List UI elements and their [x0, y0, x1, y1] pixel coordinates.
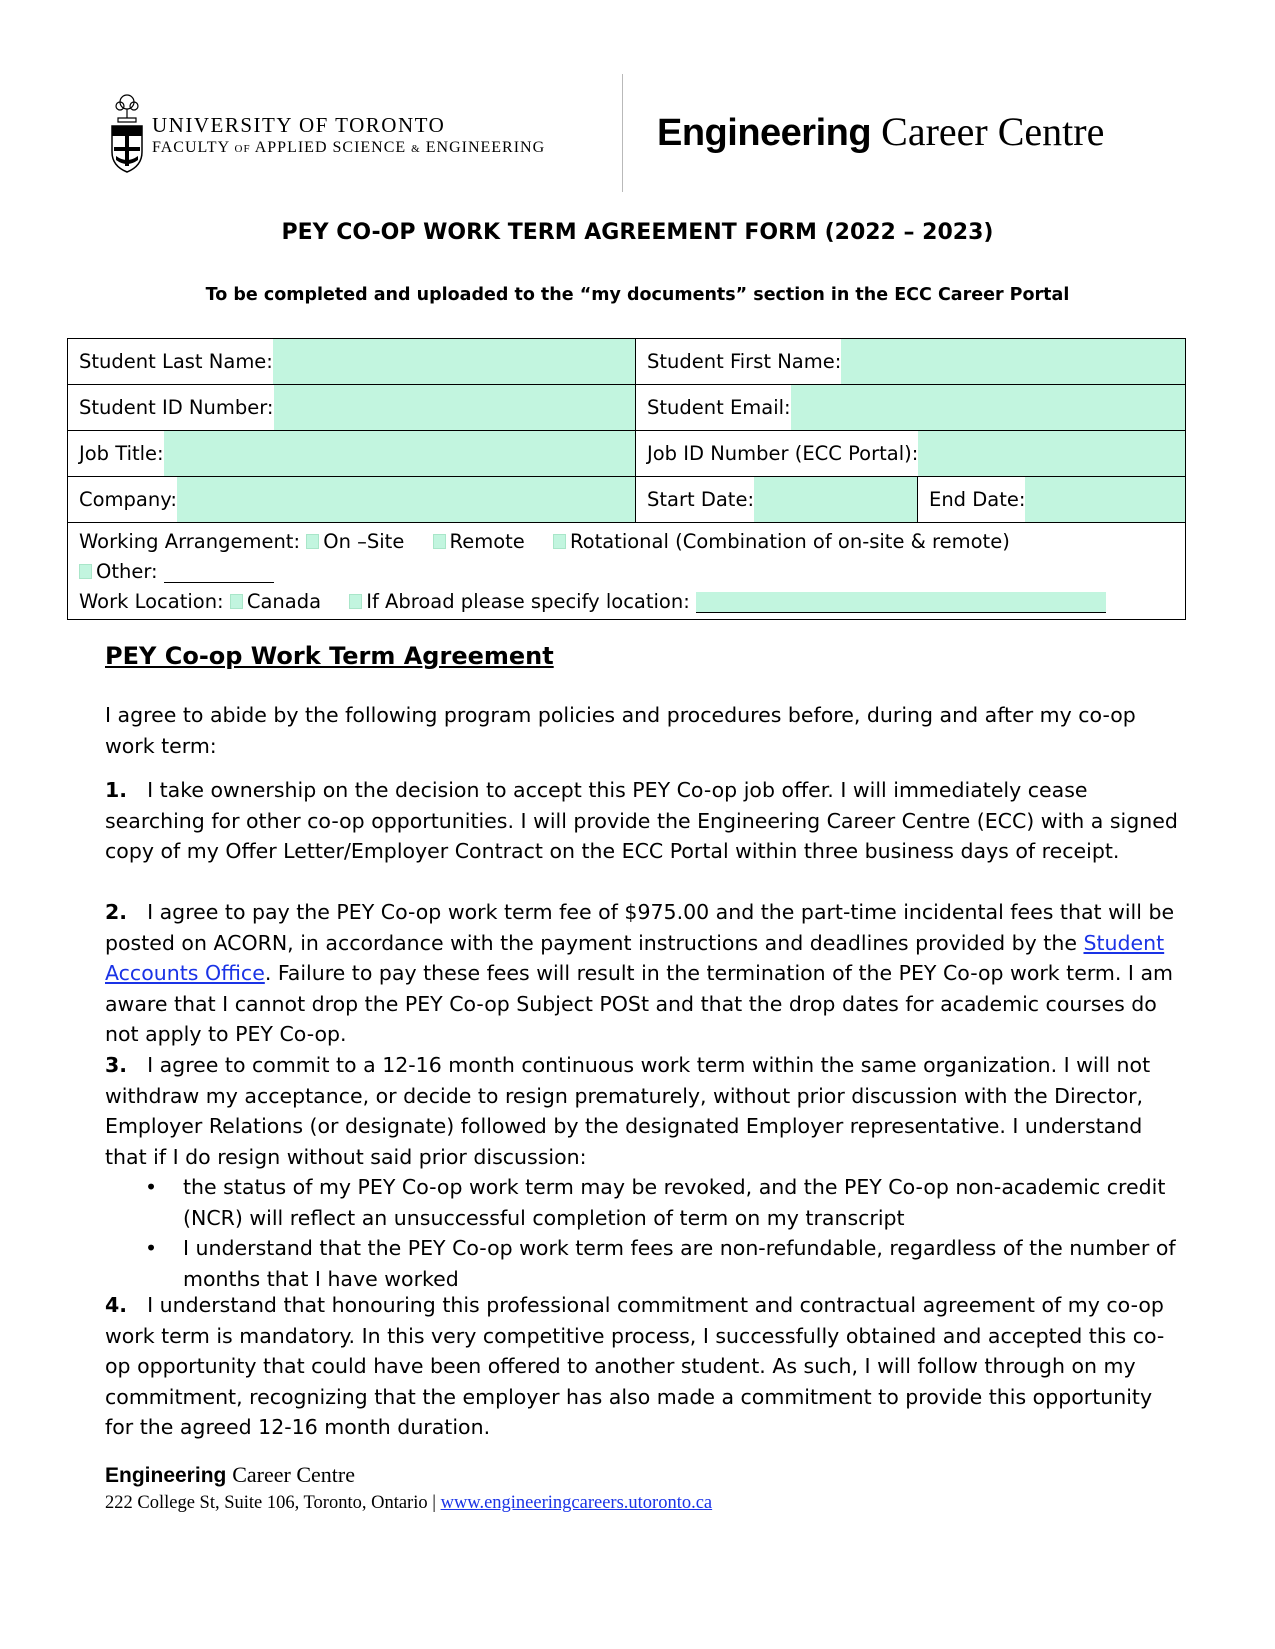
email-field[interactable] [791, 385, 1185, 430]
start-date-cell [636, 477, 918, 523]
working-arrangement-line [79, 527, 1185, 557]
abroad-location-input[interactable] [696, 592, 1106, 613]
item-text-after: . Failure to pay these fees will result in the termination of the PEY Co-op work term. I am aware that I cannot drop the PEY Co-op Subject POSt and that the drop dates for academic courses do not apply to PEY Co-op. [105, 961, 1173, 1046]
item-text: I take ownership on the decision to accept this PEY Co-op job offer. I will immediately cease searching for other co-op opportunities. I will provide the Engineering Career Centre (ECC) with a signed copy of my Offer Letter/Employer Contract on the ECC Portal within three business days of receipt. [105, 778, 1178, 863]
rotational-checkbox[interactable] [553, 534, 566, 549]
item-text: I agree to commit to a 12-16 month continuous work term within the same organization. I will not withdraw my acceptance, or decide to resign prematurely, without prior discussion with the Director, Employer Relations (or designate) followed by the designated Employer representative. I understand that if I do resign without said prior discussion: [105, 1053, 1151, 1169]
item-number: 1. [105, 778, 128, 802]
list-item: • the status of my PEY Co-op work term may be revoked, and the PEY Co-op non-academic credit (NCR) will reflect an unsuccessful completion of term on my transcript [105, 1172, 1185, 1233]
student-id-field[interactable] [274, 385, 636, 430]
item-number: 2. [105, 900, 128, 924]
company-label: Company: [79, 488, 177, 511]
last-name-field[interactable] [273, 339, 635, 384]
work-location-line [79, 587, 1185, 617]
student-id-label: Student ID Number: [79, 396, 274, 419]
student-id-cell [68, 385, 636, 431]
university-name: UNIVERSITY OF TORONTO [152, 113, 446, 137]
on-site-checkbox[interactable] [306, 534, 319, 549]
working-arrangement-cell [68, 523, 1186, 620]
last-name-label: Student Last Name: [79, 350, 273, 373]
student-info-table [67, 338, 1186, 620]
item-number: 3. [105, 1053, 128, 1077]
item-text: I understand that honouring this professional commitment and contractual agreement of my co-op work term is mandatory. In this very competitive process, I successfully obtained and accepted this co-op opportunity that could have been offered to another student. As such, I will follow through on my commitment, recognizing that the employer has also made a commitment to provide this opportunity for the agreed 12-16 month duration. [105, 1293, 1165, 1439]
item-number: 4. [105, 1293, 128, 1317]
remote-checkbox[interactable] [433, 534, 446, 549]
job-title-field[interactable] [164, 431, 635, 476]
end-date-field[interactable] [1025, 477, 1185, 522]
job-title-label: Job Title: [79, 442, 164, 465]
canada-label: Canada [246, 590, 322, 613]
job-id-cell [636, 431, 1186, 477]
company-field[interactable] [177, 477, 635, 522]
company-cell [68, 477, 636, 523]
bullet-text: the status of my PEY Co-op work term may be revoked, and the PEY Co-op non-academic credit (NCR) will reflect an unsuccessful completion of term on my transcript [183, 1175, 1166, 1230]
section-title: PEY Co-op Work Term Agreement [105, 642, 554, 670]
remote-label: Remote [449, 530, 525, 553]
bullet-text: I understand that the PEY Co-op work term fees are non-refundable, regardless of the number of months that I have worked [183, 1236, 1176, 1291]
job-id-field[interactable] [918, 431, 1185, 476]
on-site-label: On –Site [323, 530, 405, 553]
abroad-checkbox[interactable] [349, 594, 362, 609]
working-arrangement-label: Working Arrangement: [79, 530, 301, 553]
other-input[interactable] [164, 562, 274, 583]
other-checkbox[interactable] [79, 564, 92, 579]
end-date-cell [918, 477, 1186, 523]
form-title: PEY CO-OP WORK TERM AGREEMENT FORM (2022 – 2023) [281, 220, 994, 245]
start-date-field[interactable] [754, 477, 917, 522]
intro-paragraph: I agree to abide by the following program policies and procedures before, during and after my co-op work term: [105, 703, 1136, 758]
canada-checkbox[interactable] [230, 594, 243, 609]
email-cell [636, 385, 1186, 431]
email-label: Student Email: [647, 396, 791, 419]
job-id-label: Job ID Number (ECC Portal): [647, 442, 919, 465]
student-accounts-office-link[interactable]: Student Accounts Office [105, 930, 1165, 985]
faculty-name: FACULTY OF APPLIED SCIENCE & ENGINEERING [152, 139, 546, 156]
first-name-cell [636, 339, 1186, 385]
footer-ecc-name: Engineering Career Centre [105, 1462, 355, 1487]
footer-address: 222 College St, Suite 106, Toronto, Ontario | www.engineeringcareers.utoronto.ca [105, 1493, 713, 1513]
agreement-item-3 [105, 1050, 1185, 1294]
agreement-item-4 [105, 1290, 1185, 1443]
list-item: • I understand that the PEY Co-op work term fees are non-refundable, regardless of the number of months that I have worked [105, 1233, 1185, 1294]
other-line [79, 557, 1185, 587]
agreement-item-2 [105, 897, 1185, 1050]
first-name-label: Student First Name: [647, 350, 842, 373]
job-title-cell [68, 431, 636, 477]
header-divider [622, 74, 623, 192]
first-name-field[interactable] [841, 339, 1185, 384]
form-subtitle: To be completed and uploaded to the “my documents” section in the ECC Career Portal [205, 285, 1070, 305]
last-name-cell [68, 339, 636, 385]
other-label: Other: [96, 560, 158, 583]
end-date-label: End Date: [929, 488, 1026, 511]
ecc-logo: Engineering Career Centre [657, 109, 1105, 154]
item-text-before: I agree to pay the PEY Co-op work term fee of $975.00 and the part-time incidental fees that will be posted on ACORN, in accordance with the payment instructions and deadlines provided by the [105, 900, 1175, 955]
uoft-crest-logo [108, 92, 146, 174]
rotational-label: Rotational (Combination of on-site & remote) [569, 530, 1010, 553]
abroad-label: If Abroad please specify location: [366, 590, 690, 613]
start-date-label: Start Date: [647, 488, 755, 511]
website-link[interactable]: www.engineeringcareers.utoronto.ca [440, 1493, 713, 1513]
work-location-label: Work Location: [79, 590, 224, 613]
agreement-item-1 [105, 775, 1185, 867]
